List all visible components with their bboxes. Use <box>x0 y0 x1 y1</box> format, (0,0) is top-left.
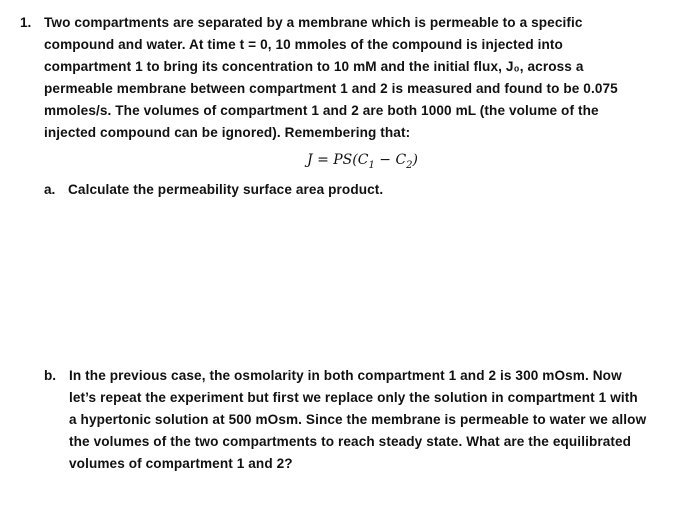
problem-text-line: injected compound can be ignored). Remembering that: <box>44 125 411 140</box>
problem-text-line: compound and water. At time t = 0, 10 mmoles of the compound is injected into <box>44 37 563 52</box>
part-b-label: b. <box>44 368 57 383</box>
part-a-label: a. <box>44 182 56 197</box>
formula-rhs: ) <box>412 152 418 168</box>
problem-number: 1. <box>20 15 32 30</box>
part-b-text-line: the volumes of the two compartments to reach steady state. What are the equilibrated <box>69 434 632 449</box>
problem-text-line: compartment 1 to bring its concentration to 10 mM and the initial flux, J₀, across a <box>44 59 584 74</box>
formula-lhs: J = PS(C <box>307 152 369 168</box>
problem-text-line: permeable membrane between compartment 1 and 2 is measured and found to be 0.075 <box>44 81 618 96</box>
formula-mid: − C <box>374 152 407 168</box>
formula-sub2: 2 <box>406 159 413 171</box>
part-a-text: Calculate the permeability surface area product. <box>68 182 384 197</box>
part-b-text-line: a hypertonic solution at 500 mOsm. Since the membrane is permeable to water we allow <box>69 412 647 427</box>
problem-text-line: mmoles/s. The volumes of compartment 1 and 2 are both 1000 mL (the volume of the <box>44 103 599 118</box>
problem-text-line: Two compartments are separated by a membrane which is permeable to a specific <box>44 15 583 30</box>
formula-sub1: 1 <box>368 159 375 171</box>
part-b-text-line: let’s repeat the experiment but first we replace only the solution in compartment 1 with <box>69 390 638 405</box>
part-b-text-line: In the previous case, the osmolarity in both compartment 1 and 2 is 300 mOsm. Now <box>69 368 622 383</box>
flux-formula <box>307 152 418 174</box>
part-b-text-line: volumes of compartment 1 and 2? <box>69 456 293 471</box>
